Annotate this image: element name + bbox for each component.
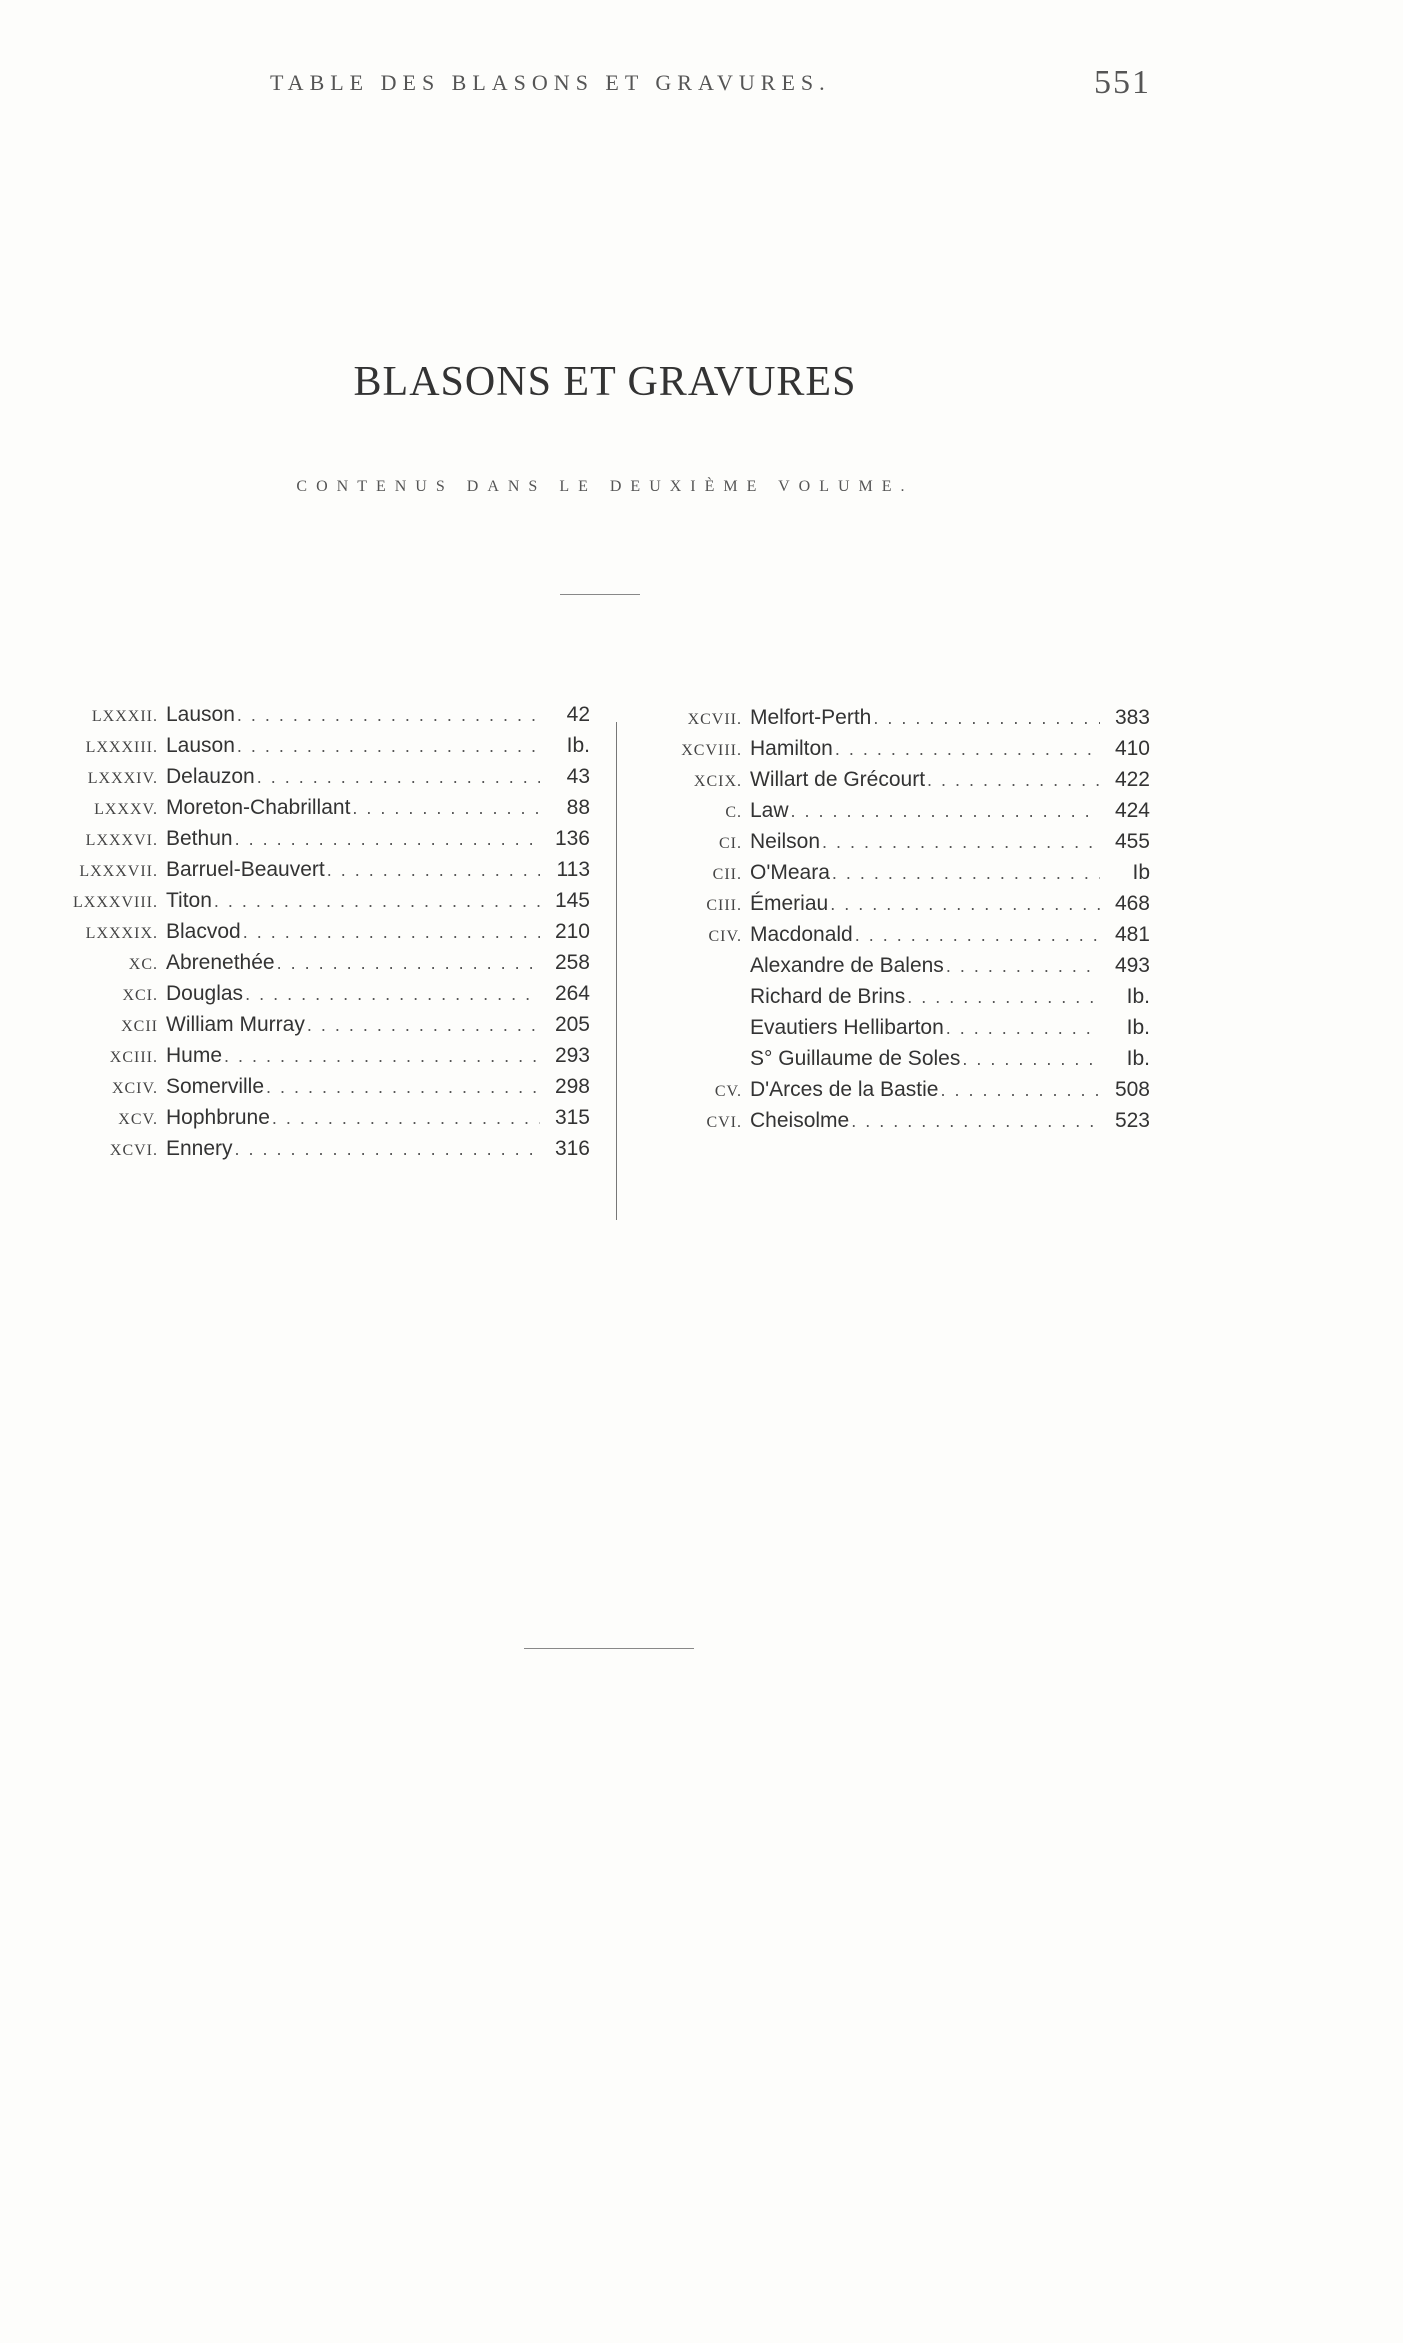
leader-dots: [243, 922, 540, 943]
toc-entry: [60, 796, 590, 827]
toc-numeral: XCVIII.: [681, 742, 742, 759]
toc-entry: [60, 1013, 590, 1044]
toc-left-column: [60, 703, 590, 1168]
toc-numeral: XCIV.: [111, 1080, 158, 1097]
toc-entry: [60, 1044, 590, 1075]
toc-name: Delauzon: [166, 765, 255, 788]
toc-page: 210: [554, 920, 590, 943]
toc-entry: [640, 1047, 1150, 1078]
toc-entry: [60, 703, 590, 734]
leader-dots: [946, 1018, 1100, 1039]
toc-entry: [640, 954, 1150, 985]
toc-entry: [640, 1016, 1150, 1047]
toc-page: Ib.: [1126, 1047, 1150, 1070]
leader-dots: [224, 1046, 540, 1067]
page-title: BLASONS ET GRAVURES: [353, 359, 857, 405]
toc-name: Evautiers Hellibarton: [750, 1016, 944, 1039]
toc-numeral: CII.: [712, 866, 742, 883]
toc-name: Émeriau: [750, 892, 829, 915]
toc-numeral: CV.: [714, 1083, 742, 1100]
toc-numeral: LXXXVI.: [85, 832, 158, 849]
toc-page: Ib: [1132, 861, 1150, 884]
toc-entry: [60, 920, 590, 951]
toc-page: 315: [554, 1106, 590, 1129]
toc-page: 383: [1114, 706, 1150, 729]
toc-name: Richard de Brins: [750, 985, 906, 1008]
leader-dots: [907, 987, 1100, 1008]
toc-name: Melfort-Perth: [750, 706, 872, 729]
leader-dots: [962, 1049, 1100, 1070]
toc-page: 508: [1114, 1078, 1150, 1101]
toc-entry: [60, 982, 590, 1013]
toc-entry: [640, 799, 1150, 830]
top-divider: [560, 594, 640, 595]
toc-name: Douglas: [166, 982, 244, 1005]
toc-page: Ib.: [1126, 1016, 1150, 1039]
toc-page: 468: [1114, 892, 1150, 915]
toc-entry: [60, 1137, 590, 1168]
toc-page: Ib.: [1126, 985, 1150, 1008]
toc-name: William Murray: [166, 1013, 305, 1036]
toc-name: D'Arces de la Bastie: [750, 1078, 939, 1101]
leader-dots: [237, 705, 540, 726]
toc-page: 258: [554, 951, 590, 974]
leader-dots: [235, 829, 540, 850]
toc-name: Lauson: [166, 734, 235, 757]
toc-numeral: LXXXII.: [91, 708, 158, 725]
toc-name: O'Meara: [750, 861, 830, 884]
toc-page: 88: [566, 796, 590, 819]
toc-entry: [60, 827, 590, 858]
toc-numeral: LXXXVII.: [79, 863, 158, 880]
toc-entry: [60, 951, 590, 982]
toc-name: Willart de Grécourt: [750, 768, 926, 791]
leader-dots: [235, 1139, 540, 1160]
leader-dots: [266, 1077, 540, 1098]
toc-entry: [640, 737, 1150, 768]
toc-numeral: CIII.: [706, 897, 742, 914]
toc-name: Hamilton: [750, 737, 833, 760]
toc-numeral: CI.: [719, 835, 742, 852]
toc-entry: [640, 768, 1150, 799]
toc-page: 42: [566, 703, 590, 726]
toc-entry: [60, 765, 590, 796]
leader-dots: [855, 925, 1100, 946]
toc-page: 113: [556, 858, 590, 881]
toc-page: Ib.: [566, 734, 590, 757]
toc-name: Titon: [166, 889, 212, 912]
toc-numeral: XCVII.: [687, 711, 742, 728]
toc-numeral: XCIII.: [109, 1049, 158, 1066]
toc-numeral: LXXXVIII.: [73, 894, 158, 911]
toc-numeral: LXXXIX.: [85, 925, 158, 942]
toc-numeral: XCI.: [122, 987, 158, 1004]
toc-numeral: CIV.: [708, 928, 742, 945]
toc-page: 145: [554, 889, 590, 912]
toc-entry: [60, 734, 590, 765]
toc-name: Barruel-Beauvert: [166, 858, 325, 881]
leader-dots: [327, 860, 540, 881]
toc-page: 264: [554, 982, 590, 1005]
toc-name: Hophbrune: [166, 1106, 270, 1129]
toc-entry: [60, 889, 590, 920]
toc-name: Blacvod: [166, 920, 241, 943]
toc-entry: [640, 706, 1150, 737]
toc-name: Bethun: [166, 827, 233, 850]
column-divider: [616, 722, 617, 1220]
toc-numeral: LXXXIII.: [85, 739, 158, 756]
leader-dots: [245, 984, 540, 1005]
toc-entry: [640, 1109, 1150, 1140]
toc-entry: [640, 861, 1150, 892]
toc-name: Moreton-Chabrillant: [166, 796, 351, 819]
toc-page: 293: [554, 1044, 590, 1067]
toc-name: Macdonald: [750, 923, 853, 946]
toc-entry: [60, 1075, 590, 1106]
leader-dots: [946, 956, 1100, 977]
leader-dots: [830, 894, 1100, 915]
toc-numeral: CVI.: [706, 1114, 742, 1131]
toc-numeral: XCV.: [118, 1111, 158, 1128]
leader-dots: [257, 767, 540, 788]
toc-page: 424: [1114, 799, 1150, 822]
toc-entry: [640, 1078, 1150, 1109]
toc-numeral: C.: [725, 804, 742, 821]
toc-entry: [640, 985, 1150, 1016]
toc-page: 455: [1114, 830, 1150, 853]
toc-numeral: XCIX.: [693, 773, 742, 790]
leader-dots: [272, 1108, 540, 1129]
leader-dots: [352, 798, 540, 819]
leader-dots: [307, 1015, 540, 1036]
toc-numeral: LXXXIV.: [87, 770, 158, 787]
leader-dots: [791, 801, 1100, 822]
toc-name: S° Guillaume de Soles: [750, 1047, 961, 1070]
toc-name: Lauson: [166, 703, 235, 726]
leader-dots: [835, 739, 1100, 760]
toc-entry: [640, 830, 1150, 861]
toc-page: 298: [554, 1075, 590, 1098]
leader-dots: [927, 770, 1100, 791]
running-head: TABLE DES BLASONS ET GRAVURES.: [270, 70, 831, 95]
toc-numeral: XCII: [121, 1018, 158, 1035]
toc-page: 493: [1114, 954, 1150, 977]
leader-dots: [237, 736, 540, 757]
toc-page: 43: [566, 765, 590, 788]
page-subtitle: CONTENUS DANS LE DEUXIÈME VOLUME.: [296, 478, 914, 495]
toc-page: 205: [554, 1013, 590, 1036]
toc-entry: [640, 892, 1150, 923]
leader-dots: [214, 891, 540, 912]
toc-page: 410: [1114, 737, 1150, 760]
toc-name: Cheisolme: [750, 1109, 850, 1132]
leader-dots: [851, 1111, 1100, 1132]
leader-dots: [822, 832, 1100, 853]
toc-entry: [640, 923, 1150, 954]
toc-name: Abrenethée: [166, 951, 275, 974]
toc-name: Hume: [166, 1044, 223, 1067]
toc-name: Somerville: [166, 1075, 265, 1098]
bottom-divider: [524, 1648, 694, 1649]
toc-name: Alexandre de Balens: [750, 954, 944, 977]
toc-page: 316: [554, 1137, 590, 1160]
page-number: 551: [1094, 64, 1151, 101]
toc-numeral: XC.: [128, 956, 158, 973]
toc-numeral: LXXXV.: [94, 801, 158, 818]
toc-page: 523: [1114, 1109, 1150, 1132]
toc-numeral: XCVI.: [109, 1142, 158, 1159]
toc-page: 422: [1114, 768, 1150, 791]
toc-entry: [60, 858, 590, 889]
toc-name: Law: [750, 799, 789, 822]
toc-entry: [60, 1106, 590, 1137]
leader-dots: [832, 863, 1100, 884]
leader-dots: [940, 1080, 1100, 1101]
toc-page: 136: [554, 827, 590, 850]
toc-name: Neilson: [750, 830, 821, 853]
toc-page: 481: [1114, 923, 1150, 946]
toc-name: Ennery: [166, 1137, 233, 1160]
toc-right-column: [640, 706, 1150, 1140]
leader-dots: [873, 708, 1100, 729]
leader-dots: [277, 953, 540, 974]
